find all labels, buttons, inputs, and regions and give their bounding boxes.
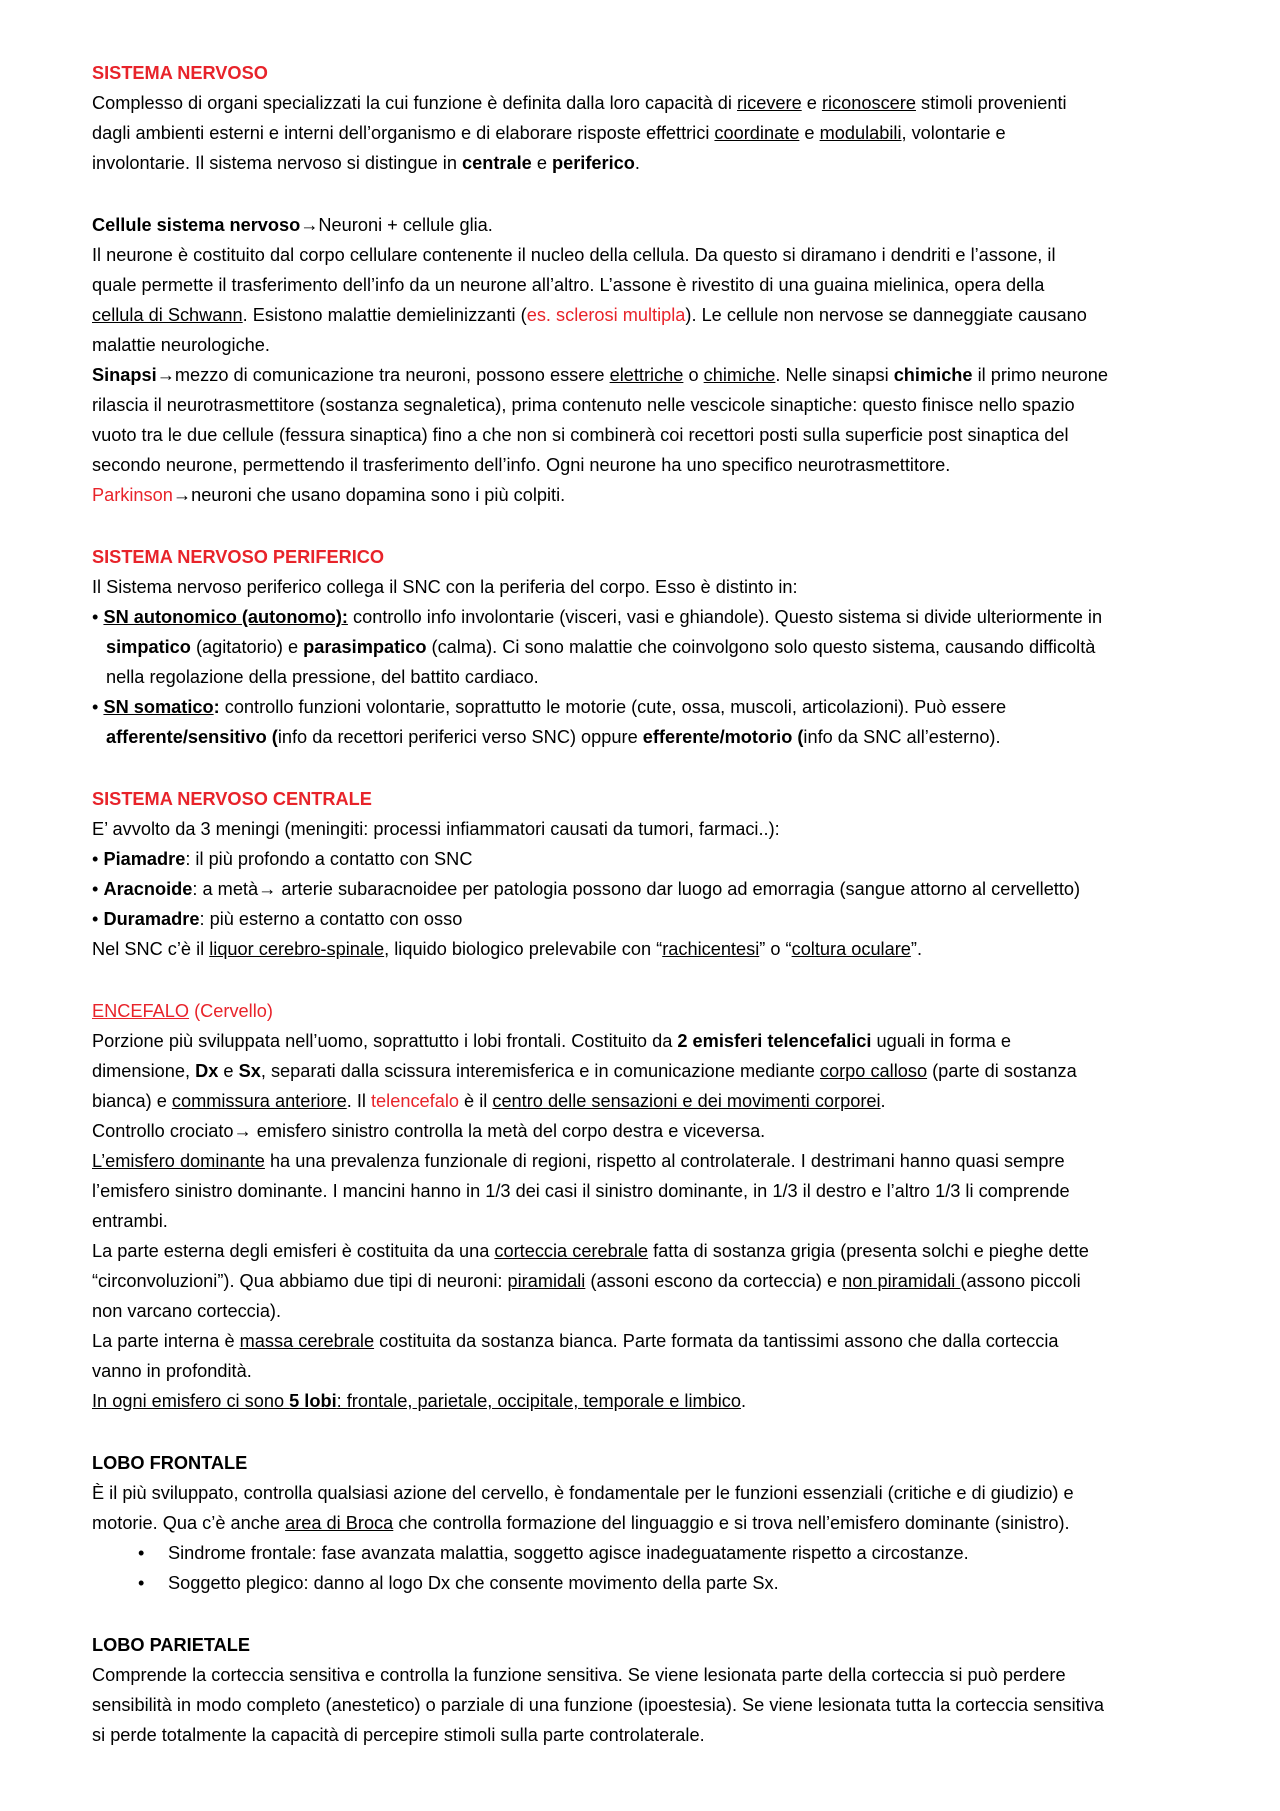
- list-item: • SN autonomico (autonomo): controllo info involontarie (visceri, vasi e ghiandole). Questo sistema si divide ulteriormente in: [92, 607, 1103, 627]
- list-item-continuation: nella regolazione della pressione, del battito cardiaco.: [106, 667, 539, 687]
- paragraph-line: In ogni emisfero ci sono 5 lobi: frontale, parietale, occipitale, temporale e limbico.: [92, 1391, 747, 1411]
- list-item: • Duramadre: più esterno a contatto con osso: [92, 909, 463, 929]
- paragraph-line: È il più sviluppato, controlla qualsiasi azione del cervello, è fondamentale per le funzioni essenziali (critiche e di giudizio) e: [92, 1483, 1074, 1503]
- paragraph-line: Il Sistema nervoso periferico collega il SNC con la periferia del corpo. Esso è distinto in:: [92, 577, 798, 597]
- list-item: • SN somatico: controllo funzioni volontarie, soprattutto le motorie (cute, ossa, muscoli, articolazioni). Può essere: [92, 697, 1007, 717]
- bullet-icon: •: [138, 1543, 145, 1563]
- cells-heading: Cellule sistema nervoso→Neuroni + cellule glia.: [92, 215, 493, 235]
- paragraph-line: entrambi.: [92, 1211, 168, 1231]
- paragraph-line: Porzione più sviluppata nell’uomo, soprattutto i lobi frontali. Costituito da 2 emisferi telencefalici uguali in forma e: [92, 1031, 1011, 1051]
- section-title-periferico: SISTEMA NERVOSO PERIFERICO: [92, 547, 385, 567]
- paragraph-line: quale permette il trasferimento dell’info da un neurone all’altro. L’assone è rivestito di una guaina mielinica, opera della: [92, 275, 1045, 295]
- section-title-centrale: SISTEMA NERVOSO CENTRALE: [92, 789, 372, 809]
- bullet-icon: •: [92, 909, 99, 929]
- paragraph-line: malattie neurologiche.: [92, 335, 270, 355]
- paragraph-line: Sinapsi→mezzo di comunicazione tra neuroni, possono essere elettriche o chimiche. Nelle sinapsi chimiche il primo neurone: [92, 365, 1108, 385]
- paragraph-line: vanno in profondità.: [92, 1361, 252, 1381]
- section-title-lobo-parietale: LOBO PARIETALE: [92, 1635, 250, 1655]
- section-title-sistema-nervoso: SISTEMA NERVOSO: [92, 63, 268, 83]
- arrow-icon: →: [156, 365, 175, 385]
- paragraph-line: bianca) e commissura anteriore. Il telencefalo è il centro delle sensazioni e dei movimenti corporei.: [92, 1091, 886, 1111]
- list-item-continuation: simpatico (agitatorio) e parasimpatico (calma). Ci sono malattie che coinvolgono solo questo sistema, causando difficoltà: [106, 637, 1096, 657]
- paragraph-line: non varcano corteccia).: [92, 1301, 282, 1321]
- paragraph-line: cellula di Schwann. Esistono malattie demielinizzanti (es. sclerosi multipla). Le cellule non nervose se danneggiate causano: [92, 305, 1087, 325]
- list-item: Sindrome frontale: fase avanzata malattia, soggetto agisce inadeguatamente rispetto a circostanze.: [168, 1543, 969, 1563]
- paragraph-line: “circonvoluzioni”). Qua abbiamo due tipi di neuroni: piramidali (assoni escono da corteccia) e non piramidali (assono piccoli: [92, 1271, 1081, 1291]
- paragraph-line: secondo neurone, permettendo il trasferimento dell’info. Ogni neurone ha uno specifico neurotrasmettitore.: [92, 455, 951, 475]
- section-title-lobo-frontale: LOBO FRONTALE: [92, 1453, 248, 1473]
- bullet-icon: •: [92, 697, 99, 717]
- arrow-icon: →: [300, 215, 319, 235]
- bullet-icon: •: [138, 1573, 145, 1593]
- paragraph-line: motorie. Qua c’è anche area di Broca che controlla formazione del linguaggio e si trova nell’emisfero dominante (sinistro).: [92, 1513, 1070, 1533]
- paragraph-line: si perde totalmente la capacità di percepire stimoli sulla parte controlaterale.: [92, 1725, 705, 1745]
- paragraph-line: Parkinson→neuroni che usano dopamina sono i più colpiti.: [92, 485, 566, 505]
- paragraph-line: Complesso di organi specializzati la cui funzione è definita dalla loro capacità di ricevere e riconoscere stimoli provenienti: [92, 93, 1067, 113]
- paragraph-line: La parte esterna degli emisferi è costituita da una corteccia cerebrale fatta di sostanza grigia (presenta solchi e pieghe dette: [92, 1241, 1089, 1261]
- paragraph-line: sensibilità in modo completo (anestetico) o parziale di una funzione (ipoestesia). Se viene lesionata tutta la corteccia sensitiva: [92, 1695, 1104, 1715]
- paragraph-line: Il neurone è costituito dal corpo cellulare contenente il nucleo della cellula. Da questo si diramano i dendriti e l’assone, il: [92, 245, 1056, 265]
- paragraph-line: Controllo crociato→ emisfero sinistro controlla la metà del corpo destra e viceversa.: [92, 1121, 766, 1141]
- paragraph-line: dagli ambienti esterni e interni dell’organismo e di elaborare risposte effettrici coordinate e modulabili, volontarie e: [92, 123, 1006, 143]
- paragraph-line: vuoto tra le due cellule (fessura sinaptica) fino a che non si combinerà coi recettori posti sulla superficie post sinaptica del: [92, 425, 1069, 445]
- arrow-icon: →: [258, 879, 277, 899]
- paragraph-line: Comprende la corteccia sensitiva e controlla la funzione sensitiva. Se viene lesionata parte della corteccia si può perdere: [92, 1665, 1066, 1685]
- arrow-icon: →: [172, 485, 192, 505]
- bullet-icon: •: [92, 849, 99, 869]
- paragraph-line: involontarie. Il sistema nervoso si distingue in centrale e periferico.: [92, 153, 640, 173]
- paragraph-line: rilascia il neurotrasmettitore (sostanza segnaletica), prima contenuto nelle vescicole sinaptiche: questo finisce nello spazio: [92, 395, 1075, 415]
- bullet-icon: •: [92, 879, 99, 899]
- list-item: Soggetto plegico: danno al logo Dx che consente movimento della parte Sx.: [168, 1573, 779, 1593]
- paragraph-line: dimensione, Dx e Sx, separati dalla scissura interemisferica e in comunicazione mediante corpo calloso (parte di sostanza: [92, 1061, 1077, 1081]
- bullet-icon: •: [92, 607, 99, 627]
- paragraph-line: L’emisfero dominante ha una prevalenza funzionale di regioni, rispetto al controlaterale. I destrimani hanno quasi sempre: [92, 1151, 1065, 1171]
- list-item: • Aracnoide: a metà→ arterie subaracnoidee per patologia possono dar luogo ad emorragia (sangue attorno al cervelletto): [92, 879, 1081, 899]
- paragraph-line: La parte interna è massa cerebrale costituita da sostanza bianca. Parte formata da tantissimi assono che dalla corteccia: [92, 1331, 1059, 1351]
- paragraph-line: l’emisfero sinistro dominante. I mancini hanno in 1/3 dei casi il sinistro dominante, in 1/3 il destro e l’altro 1/3 li comprende: [92, 1181, 1070, 1201]
- section-title-encefalo: ENCEFALO (Cervello): [92, 1001, 273, 1021]
- list-item: • Piamadre: il più profondo a contatto con SNC: [92, 849, 473, 869]
- list-item-continuation: afferente/sensitivo (info da recettori periferici verso SNC) oppure efferente/motorio (info da SNC all’esterno).: [106, 727, 1001, 747]
- paragraph-line: Nel SNC c’è il liquor cerebro-spinale, liquido biologico prelevabile con “rachicentesi” o “coltura oculare”.: [92, 939, 923, 959]
- paragraph-line: E’ avvolto da 3 meningi (meningiti: processi infiammatori causati da tumori, farmaci..):: [92, 819, 780, 839]
- arrow-icon: →: [233, 1121, 252, 1141]
